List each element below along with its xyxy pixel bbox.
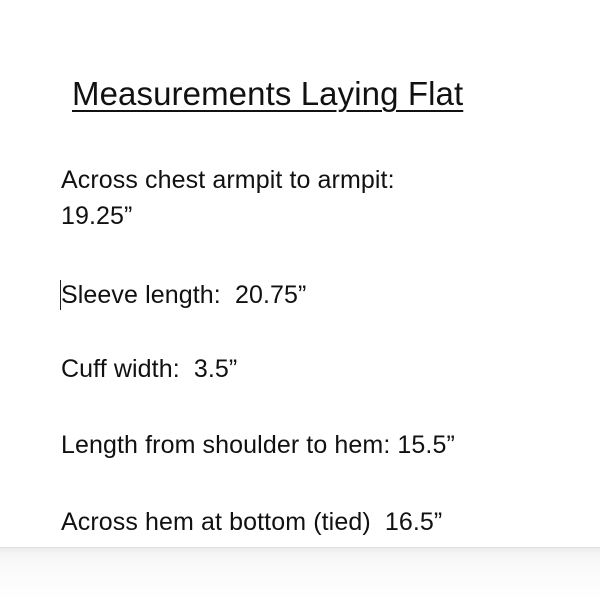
document-title: Measurements Laying Flat	[72, 75, 464, 112]
chest-measurement-value: 19.25”	[61, 202, 133, 230]
cuff-width-line: Cuff width: 3.5”	[61, 355, 238, 383]
chest-measurement-label: Across chest armpit to armpit:	[61, 166, 395, 194]
hem-width-line: Across hem at bottom (tied) 16.5”	[61, 508, 443, 536]
length-shoulder-to-hem-line: Length from shoulder to hem: 15.5”	[61, 431, 455, 459]
sleeve-length-line: Sleeve length: 20.75”	[61, 281, 307, 309]
page-bottom-shadow	[0, 548, 600, 600]
